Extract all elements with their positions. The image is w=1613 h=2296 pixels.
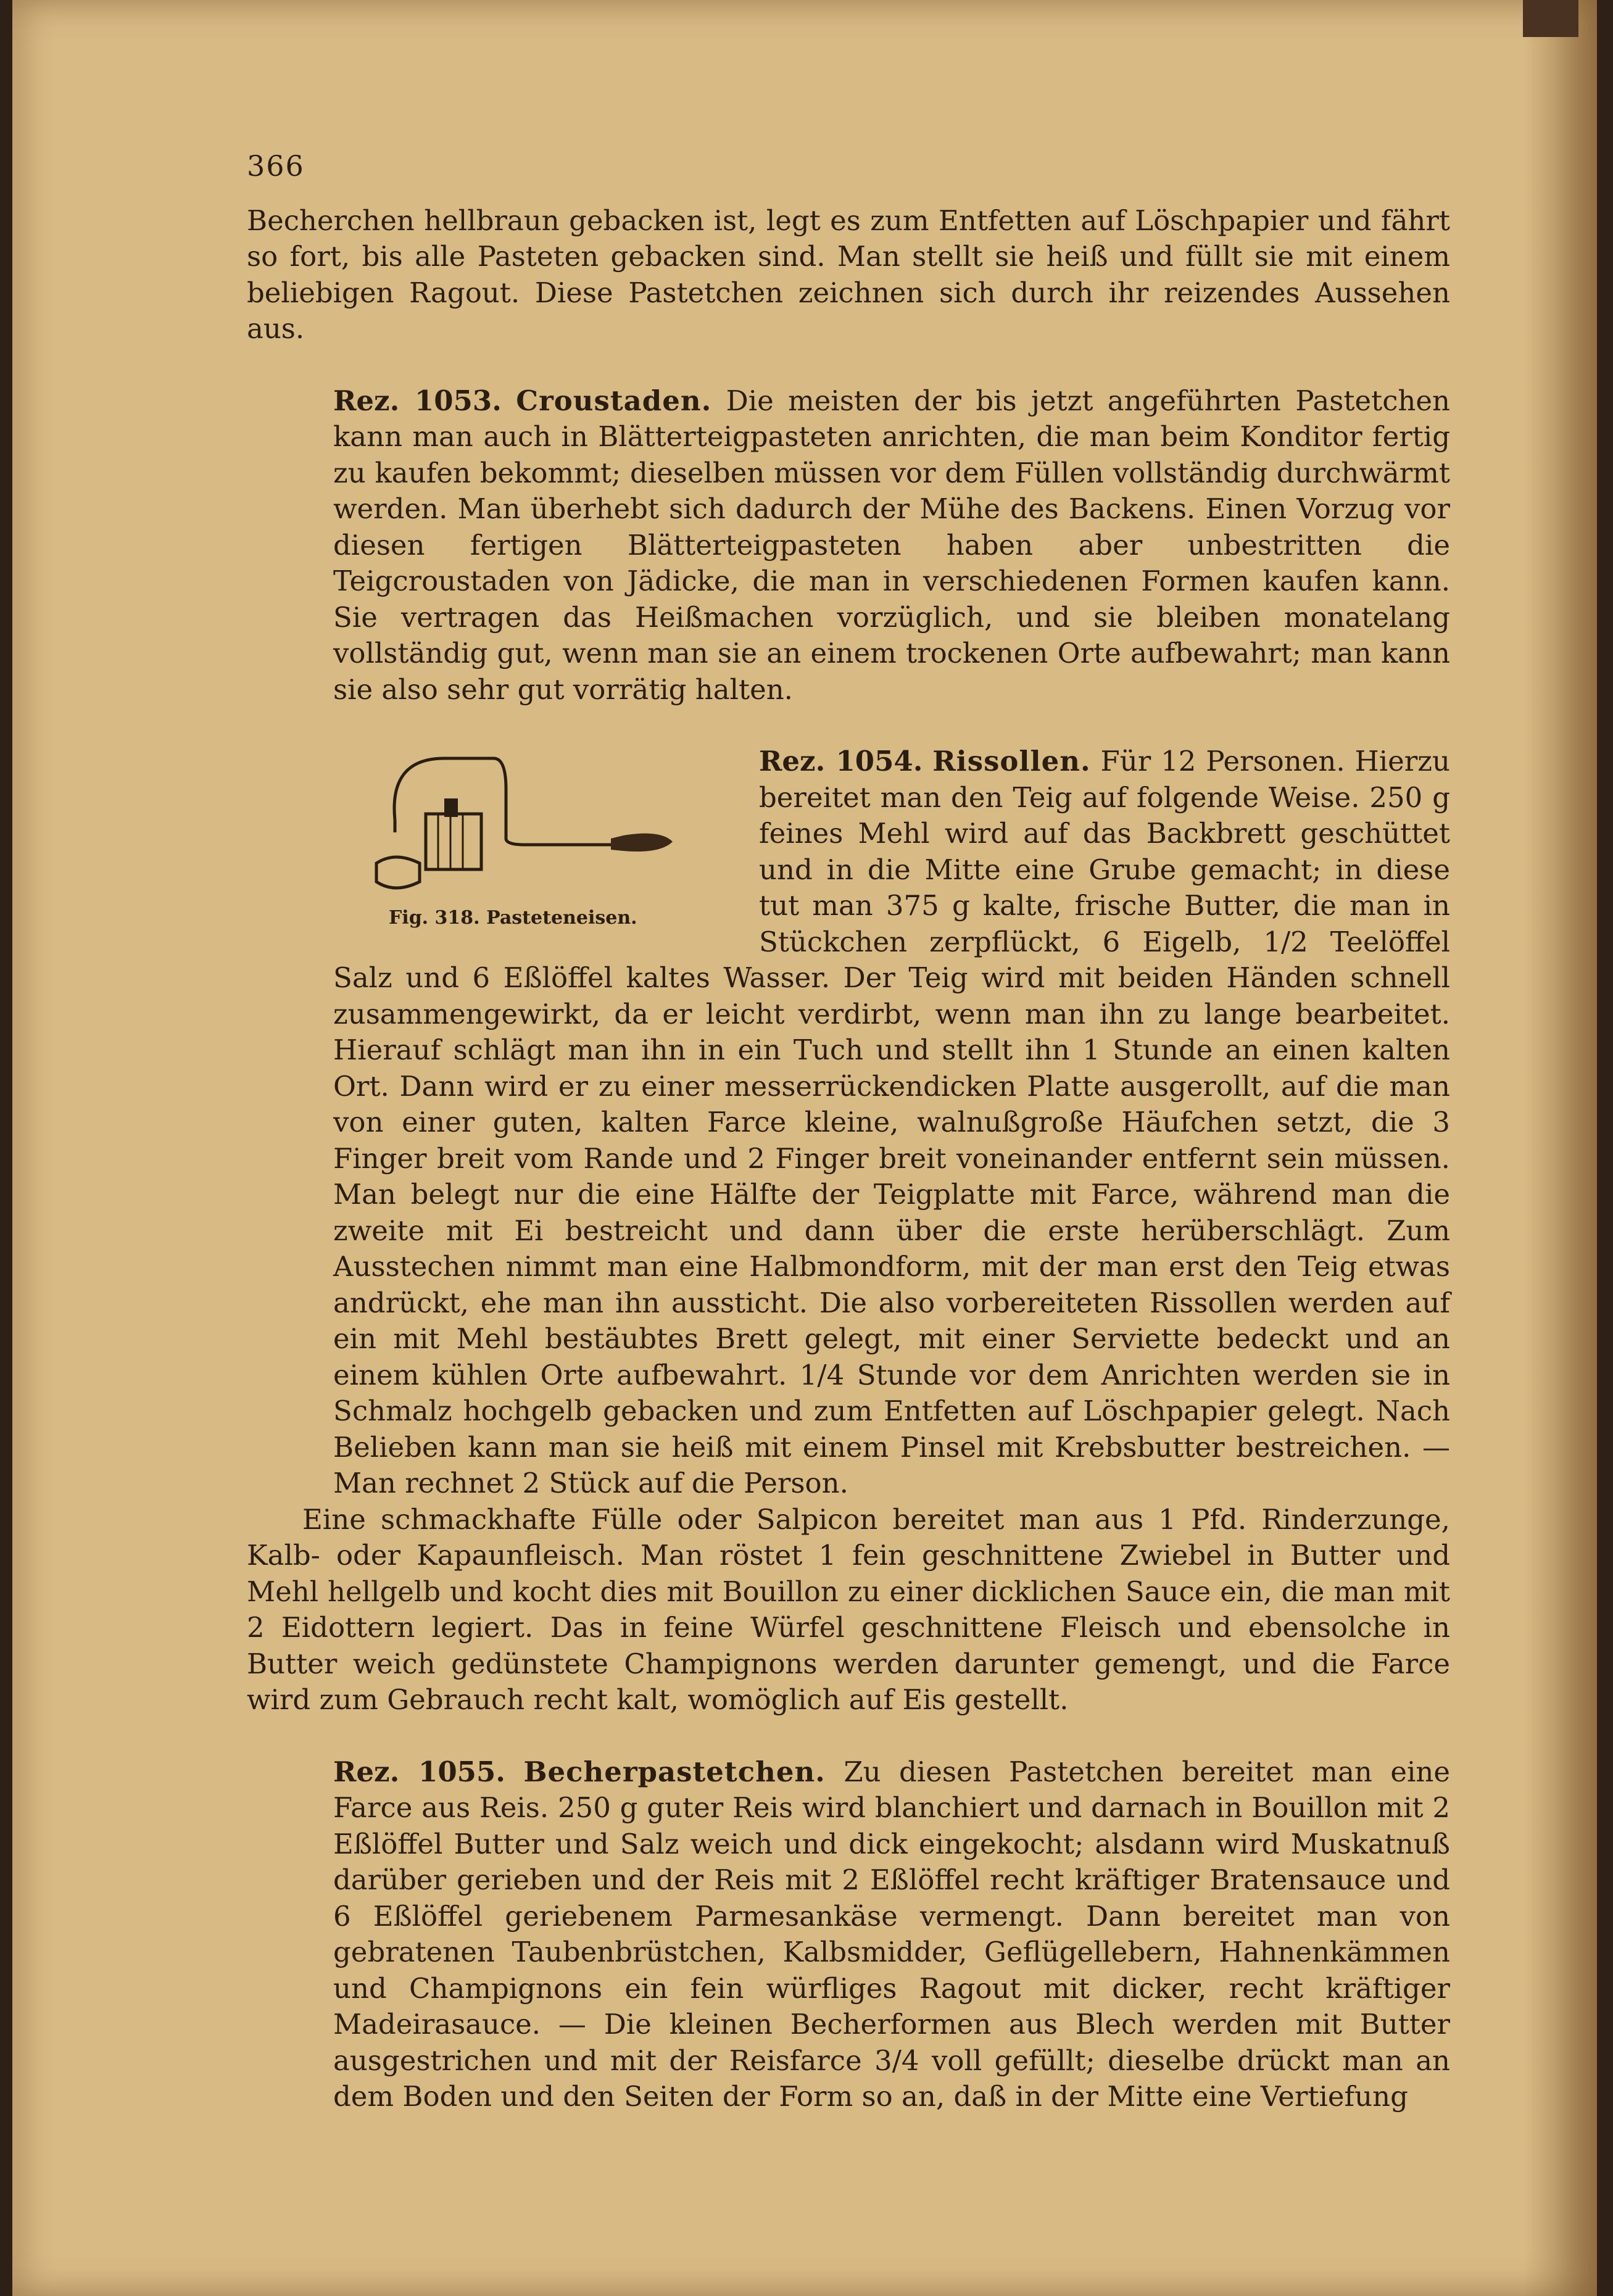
page-spine-shadow bbox=[1523, 0, 1597, 2296]
recipe-number: Rez. 1053. bbox=[333, 384, 502, 417]
recipe-1053 bbox=[247, 383, 1450, 708]
binding-edge bbox=[1523, 0, 1578, 37]
pastry-iron-icon bbox=[352, 746, 697, 900]
recipe-text: Zu diesen Pastetchen bereitet man eine Farce aus Reis. 250 g guter Reis wird blanchiert und darnach in Bouillon mit 2 Eßlöffel Butter und Salz weich und dick eingekocht; alsdann wird Muskatnuß darüber gerieben und der Reis mit 2 Eßlöffel recht kräftiger Bratensauce und 6 Eßlöffel geriebenem Parmesankäse vermengt. Dann bereitet man von gebratenen Taubenbrüstchen, Kalbsmidder, Geflügellebern, Hahnenkämmen und Champignons ein fein würfliges Ragout mit dicker, recht kräftiger Madeirasauce. — Die kleinen Becherformen aus Blech werden mit Butter ausgestrichen und mit der Reisfarce 3/4 voll gefüllt; dieselbe drückt man an dem Boden und den Seiten der Form so an, daß in der Mitte eine Vertiefung bbox=[333, 1755, 1451, 2113]
recipe-text: Für 12 Personen. Hierzu bereitet man den Teig auf folgende Weise. 250 g feines Mehl wird auf das Backbrett geschüttet und in die Mitte eine Grube gemacht; in diese tut man 375 g kalte, frische Butter, die man in Stückchen zerpflückt, 6 Eigelb, 1/2 Teelöffel Salz und 6 Eßlöffel kaltes Wasser. Der Teig wird mit beiden Händen schnell zusammengewirkt, da er leicht verdirbt, wenn man ihn zu lange bearbeitet. Hierauf schlägt man ihn in ein Tuch und stellt ihn 1 Stunde an einen kalten Ort. Dann wird er zu einer messerrückendicken Platte ausgerollt, auf die man von einer guten, kalten Farce kleine, walnußgroße Häufchen setzt, die 3 Finger breit vom Rande und 2 Finger breit voneinander entfernt sein müssen. Man belegt nur die eine Hälfte der Teigplatte mit Farce, während man die zweite mit Ei bestreicht und dann über die erste herüberschlägt. Zum Ausstechen nimmt man eine Halbmondform, mit der man erst den Teig etwas andrückt, ehe man ihn aussticht. Die also vorbereiteten Rissollen werden auf ein mit Mehl bestäubtes Brett gelegt, mit einer Serviette bedeckt und an einem kühlen Orte aufbewahrt. 1/4 Stunde vor dem Anrichten werden sie in Schmalz hochgelb gebacken und zum Entfetten auf Löschpapier gelegt. Nach Belieben kann man sie heiß mit einem Pinsel mit Krebsbutter bestreichen. — Man rechnet 2 Stück auf die Person. bbox=[333, 745, 1450, 1499]
page-text bbox=[247, 148, 1450, 2115]
recipe-number: Rez. 1054. bbox=[759, 745, 923, 777]
recipe-1054 bbox=[247, 744, 1450, 1502]
page-number: 366 bbox=[247, 149, 305, 183]
recipe-title: Croustaden. bbox=[516, 384, 712, 417]
paragraph-continuation: Becherchen hellbraun gebacken ist, legt es zum Entfetten auf Löschpapier und fährt so fort, bis alle Pasteten gebacken sind. Man stellt sie heiß und füllt sie mit einem beliebigen Ragout. Diese Pastetchen zeichnen sich durch ihr reizendes Aussehen aus. bbox=[247, 204, 1450, 345]
recipe-title: Becherpastetchen. bbox=[523, 1755, 826, 1788]
recipe-1055 bbox=[247, 1754, 1450, 2115]
recipe-title: Rissollen. bbox=[932, 745, 1091, 777]
figure-pastry-iron bbox=[352, 746, 734, 931]
recipe-number: Rez. 1055. bbox=[333, 1755, 505, 1788]
book-page bbox=[12, 0, 1597, 2296]
recipe-text: Die meisten der bis jetzt angeführten Pastetchen kann man auch in Blätterteigpasteten anrichten, die man beim Konditor fertig zu kaufen bekommt; dieselben müssen vor dem Füllen vollständig durchwärmt werden. Man überhebt sich dadurch der Mühe des Backens. Einen Vorzug vor diesen fertigen Blätterteigpasteten haben aber unbestritten die Teigcroustaden von Jädicke, die man in verschiedenen Formen kaufen kann. Sie vertragen das Heißmachen vorzüglich, und sie bleiben monatelang vollständig gut, wenn man sie an einem trockenen Orte aufbewahrt; man kann sie also sehr gut vorrätig halten. bbox=[333, 384, 1450, 706]
figure-caption: Fig. 318. Pasteteneisen. bbox=[389, 907, 637, 929]
recipe-1054-salpicon: Eine schmackhafte Fülle oder Salpicon bereitet man aus 1 Pfd. Rinderzunge, Kalb- oder Kapaunfleisch. Man röstet 1 fein geschnittene Zwiebel in Butter und Mehl hellgelb und kocht dies mit Bouillon zu einer dicklichen Sauce ein, die man mit 2 Eidottern legiert. Das in feine Würfel geschnittene Fleisch und ebensolche in Butter weich gedünstete Champignons werden darunter gemengt, und die Farce wird zum Gebrauch recht kalt, womöglich auf Eis gestellt. bbox=[247, 1502, 1450, 1716]
